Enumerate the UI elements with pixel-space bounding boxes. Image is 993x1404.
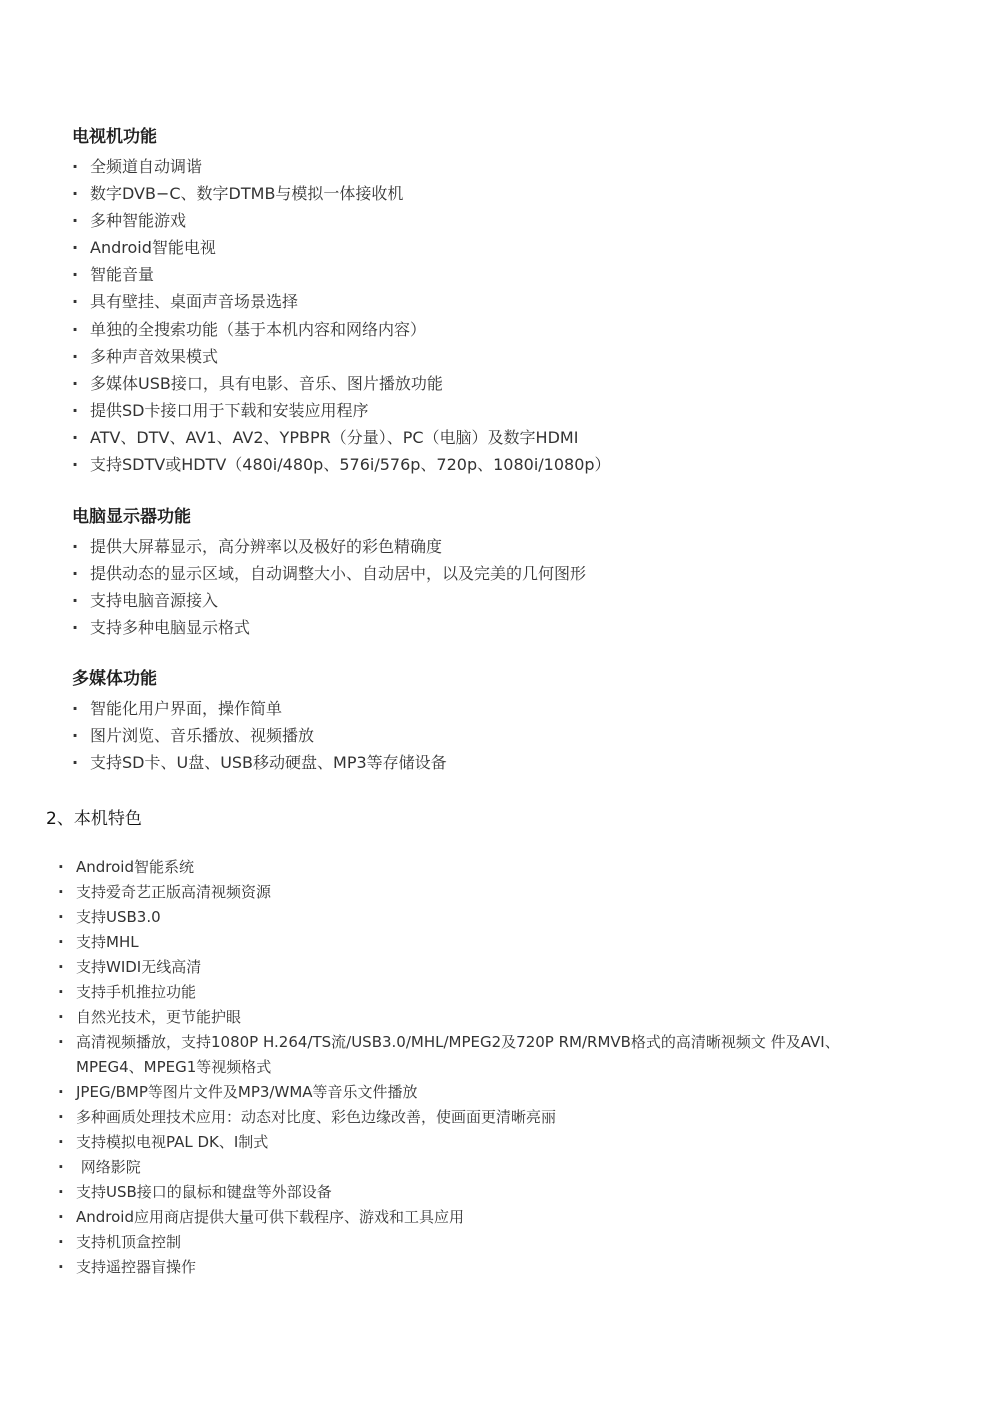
list-item: · 支持电脑音源接入 (72, 587, 952, 614)
features-section (58, 855, 938, 1280)
list-item: · Android智能系统 (58, 855, 938, 880)
multimedia-functions-section (72, 668, 952, 776)
list-item: · 提供SD卡接口用于下载和安装应用程序 (72, 397, 952, 424)
list-item: · 提供动态的显示区域，自动调整大小、自动居中，以及完美的几何图形 (72, 560, 952, 587)
list-item: · 多种画质处理技术应用：动态对比度、彩色边缘改善，使画面更清晰亮丽 (58, 1105, 938, 1130)
list-item: · 支持遥控器盲操作 (58, 1255, 938, 1280)
list-item: · 支持SDTV或HDTV（480i/480p、576i/576p、720p、1080i/1080p） (72, 451, 952, 478)
list-item: · 支持爱奇艺正版高清视频资源 (58, 880, 938, 905)
list-item: · 高清视频播放，支持1080P H.264/TS流/USB3.0/MHL/MPEG2及720P RM/RMVB格式的高清晰视频文 件及AVI、MPEG4、MPEG1等视频格式 (58, 1030, 876, 1080)
pc-monitor-functions-title: 电脑显示器功能 (72, 507, 191, 527)
list-item: · JPEG/BMP等图片文件及MP3/WMA等音乐文件播放 (58, 1080, 938, 1105)
list-item: · 支持USB3.0 (58, 905, 938, 930)
list-item: · 数字DVB−C、数字DTMB与模拟一体接收机 (72, 180, 952, 207)
pc-monitor-functions-section (72, 506, 952, 641)
list-item: · 支持SD卡、U盘、USB移动硬盘、MP3等存储设备 (72, 749, 952, 776)
tv-functions-list (72, 153, 952, 478)
tv-functions-section (72, 126, 952, 478)
features-list (58, 855, 938, 1280)
list-item: · 智能化用户界面，操作简单 (72, 695, 952, 722)
list-item: · 全频道自动调谐 (72, 153, 952, 180)
list-item: · 智能音量 (72, 261, 952, 288)
list-item: · 单独的全搜索功能（基于本机内容和网络内容） (72, 316, 952, 343)
list-item: · 支持手机推拉功能 (58, 980, 938, 1005)
list-item: · 多种声音效果模式 (72, 343, 952, 370)
pc-monitor-functions-list (72, 533, 952, 641)
list-item: · Android智能电视 (72, 234, 952, 261)
list-item: · 图片浏览、音乐播放、视频播放 (72, 722, 952, 749)
list-item: · 支持USB接口的鼠标和键盘等外部设备 (58, 1180, 938, 1205)
list-item: · 支持模拟电视PAL DK、I制式 (58, 1130, 938, 1155)
list-item: · 支持多种电脑显示格式 (72, 614, 952, 641)
multimedia-functions-title: 多媒体功能 (72, 669, 157, 689)
list-item: · 具有壁挂、桌面声音场景选择 (72, 288, 952, 315)
tv-functions-title: 电视机功能 (72, 127, 157, 147)
list-item: · 支持MHL (58, 930, 938, 955)
list-item: · 提供大屏幕显示，高分辨率以及极好的彩色精确度 (72, 533, 952, 560)
list-item: · 自然光技术，更节能护眼 (58, 1005, 938, 1030)
list-item: · 支持机顶盒控制 (58, 1230, 938, 1255)
list-item: · 多媒体USB接口，具有电影、音乐、图片播放功能 (72, 370, 952, 397)
list-item: · ATV、DTV、AV1、AV2、YPBPR（分量）、PC（电脑）及数字HDMI (72, 424, 952, 451)
list-item: · 支持WIDI无线高清 (58, 955, 938, 980)
multimedia-functions-list (72, 695, 952, 776)
list-item: · Android应用商店提供大量可供下载程序、游戏和工具应用 (58, 1205, 938, 1230)
list-item: · 网络影院 (58, 1155, 938, 1180)
list-item: · 多种智能游戏 (72, 207, 952, 234)
features-heading: 2、本机特色 (46, 809, 142, 829)
